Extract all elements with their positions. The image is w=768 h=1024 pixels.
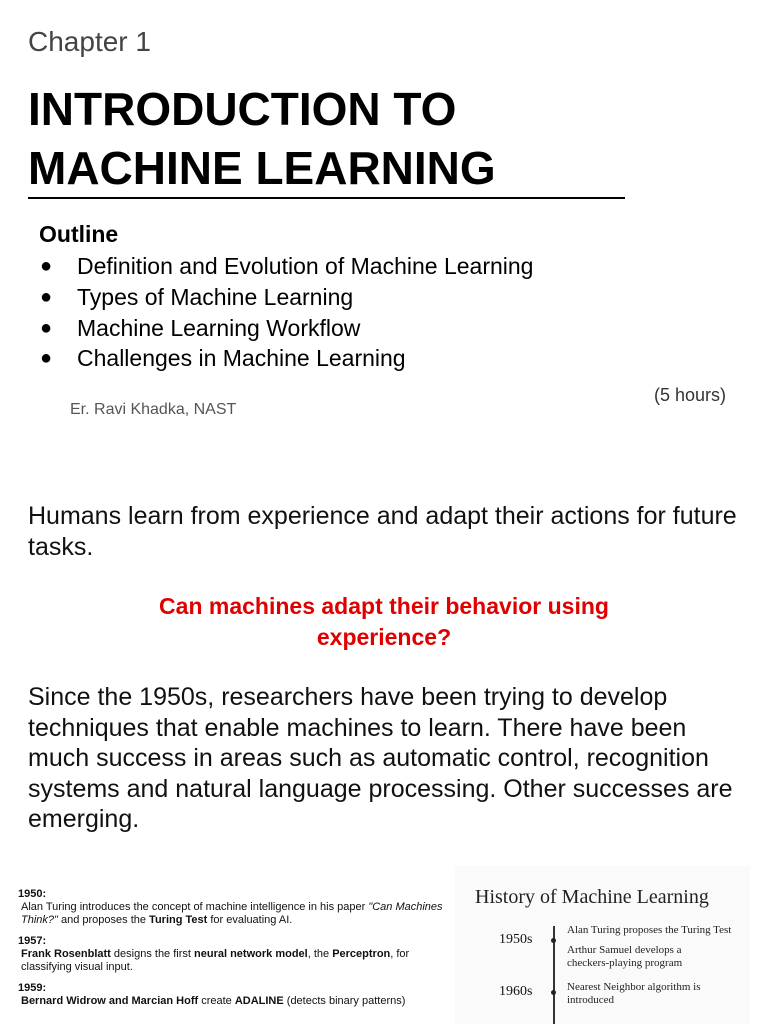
history-text-run: Frank Rosenblatt xyxy=(21,948,111,960)
timeline-title: History of Machine Learning xyxy=(475,886,709,908)
bullet-icon: ● xyxy=(40,255,53,277)
timeline-figure xyxy=(455,866,750,1024)
history-text-run: for evaluating AI. xyxy=(207,914,293,926)
history-text-run: , the xyxy=(307,948,333,960)
history-description xyxy=(18,901,443,927)
history-entry xyxy=(18,982,443,1008)
outline-item xyxy=(40,251,533,282)
history-entry xyxy=(18,935,443,974)
outline-item-label: Types of Machine Learning xyxy=(77,283,354,310)
timeline-event: Arthur Samuel develops a checkers-playing program xyxy=(567,944,683,969)
history-text-run: "Can Machines Think?" xyxy=(21,901,443,926)
history-text-run: create xyxy=(198,995,235,1007)
question-line-1: Can machines adapt their behavior using xyxy=(159,593,609,619)
outline-item-label: Machine Learning Workflow xyxy=(77,314,361,341)
timeline-dot xyxy=(551,990,556,995)
outline-heading: Outline xyxy=(39,221,119,247)
question-heading xyxy=(0,591,768,652)
bullet-icon: ● xyxy=(40,316,53,339)
chapter-label: Chapter 1 xyxy=(28,26,151,57)
timeline-event: Alan Turing proposes the Turing Test xyxy=(567,924,732,936)
page-title xyxy=(28,80,496,198)
history-description xyxy=(18,995,443,1008)
duration-label: (5 hours) xyxy=(653,385,726,405)
history-year: 1957: xyxy=(18,935,47,947)
bullet-icon: ● xyxy=(40,285,53,308)
outline-list xyxy=(40,251,533,374)
history-description xyxy=(18,948,443,974)
outline-item xyxy=(40,343,533,374)
outline-item-label: Challenges in Machine Learning xyxy=(77,345,406,372)
question-line-2: experience? xyxy=(316,623,452,650)
history-year: 1959: xyxy=(18,982,47,994)
title-line-2: MACHINE LEARNING xyxy=(28,142,496,194)
history-paragraph: Since the 1950s, researchers have been trying to develop techniques that enable machines to learn. There have been much success in areas such as automatic control, recognition systems and natural language processing. Other successes are emerging. xyxy=(28,683,733,833)
bullet-icon: ● xyxy=(40,347,53,370)
history-text-run: Bernard Widrow and Marcian Hoff xyxy=(21,995,199,1007)
history-year: 1950: xyxy=(18,888,47,900)
outline-item-label: Definition and Evolution of Machine Learning xyxy=(77,253,534,279)
history-text-run: Turing Test xyxy=(149,914,208,926)
timeline-dot xyxy=(551,938,556,943)
outline-item xyxy=(40,313,533,344)
title-divider xyxy=(28,197,625,199)
history-text-list xyxy=(18,888,443,1016)
outline-item xyxy=(40,282,533,313)
history-text-run: neural network model xyxy=(194,948,308,960)
timeline-event: Nearest Neighbor algorithm is introduced xyxy=(567,981,701,1006)
title-line-1: INTRODUCTION TO xyxy=(28,83,457,135)
history-text-run: designs the first xyxy=(110,948,195,960)
history-text-run: , for classifying visual input. xyxy=(21,948,410,973)
timeline-decade: 1950s xyxy=(499,932,533,947)
history-text-run: and proposes the xyxy=(57,914,150,926)
author-label: Er. Ravi Khadka, NAST xyxy=(70,401,237,418)
history-text-run: ADALINE xyxy=(234,995,284,1007)
history-text-run: Perceptron xyxy=(332,948,391,960)
history-text-run: Alan Turing introduces the concept of machine intelligence in his paper xyxy=(21,901,369,913)
history-text-run: (detects binary patterns) xyxy=(283,995,406,1007)
timeline-decade: 1960s xyxy=(499,984,533,999)
history-entry xyxy=(18,888,443,927)
intro-paragraph: Humans learn from experience and adapt their actions for future tasks. xyxy=(28,502,737,561)
